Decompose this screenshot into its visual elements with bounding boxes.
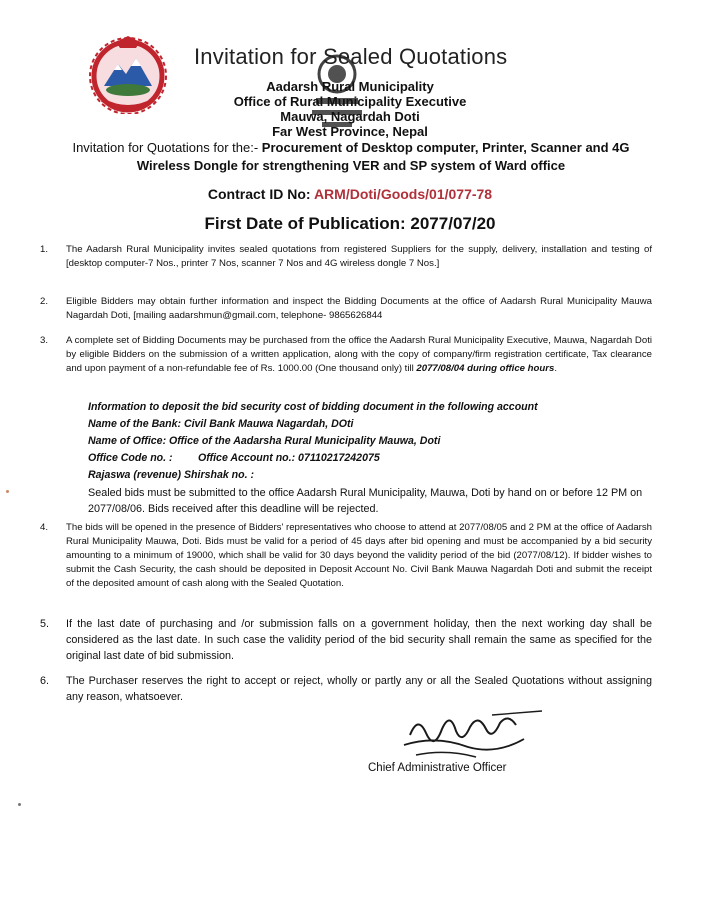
signature-image [396, 705, 546, 763]
clause-text [66, 334, 652, 376]
clause-text: The Purchaser reserves the right to accept or reject, wholly or partly any or all the Sealed Quotations without assigning any reason, whatsoever. [66, 675, 652, 703]
scan-speck [6, 490, 9, 493]
office-account: Office Account no.: 07110217242075 [198, 452, 380, 464]
clause-3 [40, 334, 652, 376]
clause-6 [40, 673, 652, 705]
contract-id-line [60, 186, 640, 202]
bank-name: Name of the Bank: Civil Bank Mauwa Nagardah, DOti [88, 418, 354, 430]
address-line-municipality: Aadarsh Rural Municipality [266, 79, 434, 94]
notice-title: Invitation for Sealed Quotations [194, 44, 508, 69]
clause-5 [40, 616, 652, 664]
clause-number: 5. [40, 618, 50, 630]
clause-1 [40, 243, 652, 271]
invitation-subject [46, 139, 656, 175]
clause-2 [40, 295, 652, 323]
invitation-prefix: Invitation for Quotations for the:- [72, 140, 262, 155]
clause-text: Eligible Bidders may obtain further information and inspect the Bidding Documents at the office of Aadarsh Rural Municipality Mauwa Nagardah Doti, [mailing aadarshmun@gmail.com, telephone- 9865626844 [66, 296, 652, 321]
contract-id: ARM/Doti/Goods/01/077-78 [313, 186, 493, 202]
bank-info-block [88, 399, 648, 484]
purchase-deadline: 2077/08/04 during office hours [416, 363, 555, 374]
address-line-office: Office of Rural Municipality Executive [233, 94, 467, 109]
clause-number: 6. [40, 675, 50, 687]
contract-label: Contract ID No: [207, 186, 314, 202]
clause-4 [40, 521, 652, 591]
clause-text-part: A complete set of Bidding Documents may be purchased from the office the Aadarsh Rural Municipality Executive, Mauwa, Nagardah Doti by eligible Bidders on the submission of a written application, along with the copy of company/firm registration certificate, Tax clearance and upon payment of a non-refundable fee of Rs. 1000.00 (One thousand only) till [66, 335, 652, 374]
bank-info-heading: Information to deposit the bid security cost of bidding document in the following account [88, 401, 538, 413]
address-line-location: Mauwa, Nagardah Doti [280, 109, 420, 124]
clause-text: The bids will be opened in the presence of Bidders' representatives who choose to attend at 2077/08/05 and 2 PM at the office of Aadarsh Rural Municipality Mauwa, Doti. Bids must be valid for a period of 45 days after bid opening and must be accompanied by a bid security amounting to a minimum of 19000, which shall be valid for 30 days beyond the validity period of the bid (2077/08/12). If bidder wishes to submit the Cash Security, the cash should be deposited in Deposit Account No. Civil Bank Mauwa Nagardah Doti and submit the receipt of the deposited amount of cash along with the Sealed Quotation. [66, 522, 652, 589]
clause-number: 4. [40, 522, 49, 533]
clause-text-end: . [554, 363, 557, 374]
procurement-subject: Procurement of Desktop computer, Printer, Scanner and 4G Wireless Dongle for strengthening VER and SP system of Ward office [136, 140, 630, 173]
clause-number: 3. [40, 335, 49, 346]
publication-date: First Date of Publication: 2077/07/20 [204, 214, 496, 233]
submission-deadline-note: Sealed bids must be submitted to the office Aadarsh Rural Municipality, Mauwa, Doti by hand on or before 12 PM on 2077/08/06. Bids received after this deadline will be rejected. [88, 487, 643, 515]
clause-number: 1. [40, 244, 49, 255]
office-code: Office Code no. : [88, 452, 173, 464]
signatory-title: Chief Administrative Officer [368, 762, 507, 774]
address-line-province: Far West Province, Nepal [272, 124, 428, 139]
office-code-row [88, 450, 648, 467]
clause-text: The Aadarsh Rural Municipality invites sealed quotations from registered Suppliers for the supply, delivery, installation and testing of [desktop computer-7 Nos., printer 7 Nos, scanner 7 Nos and 4G wireless dongle 7 Nos.] [66, 244, 652, 269]
office-name: Name of Office: Office of the Aadarsha Rural Municipality Mauwa, Doti [88, 435, 441, 447]
clause-number: 2. [40, 296, 49, 307]
clause-text: If the last date of purchasing and /or submission falls on a government holiday, then the next working day shall be considered as the last date. In such case the validity period of the bid security shall remain the same as specified for the original last date of bid submission. [66, 618, 652, 662]
scan-speck [18, 803, 21, 806]
rajaswa-line: Rajaswa (revenue) Shirshak no. : [88, 469, 255, 481]
